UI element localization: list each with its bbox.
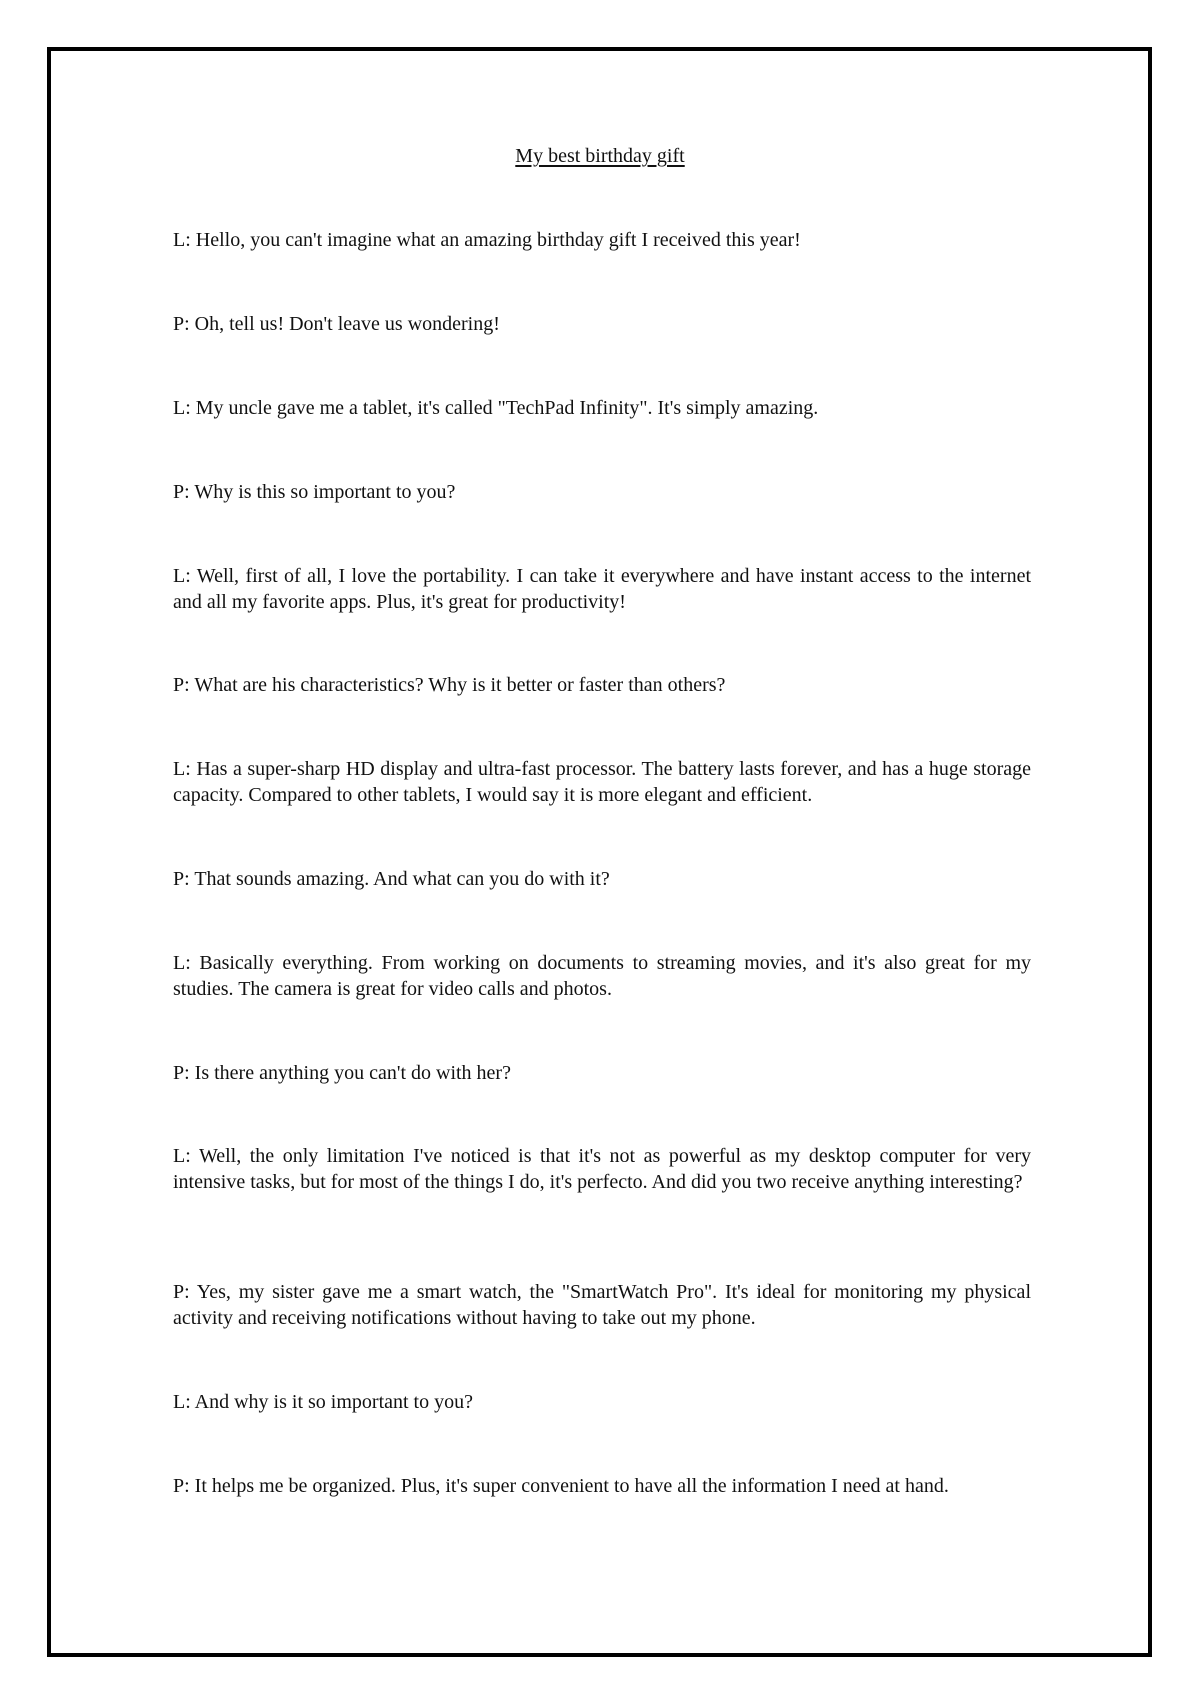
dialogue-line: P: Yes, my sister gave me a smart watch, the "SmartWatch Pro". It's ideal for monitoring my physical activity and receiving notifications without having to take out my phone. <box>173 1281 1031 1329</box>
dialogue-line: P: Why is this so important to you? <box>173 481 456 503</box>
dialogue-line: P: That sounds amazing. And what can you do with it? <box>173 868 610 890</box>
dialogue-line: L: Well, the only limitation I've noticed is that it's not as powerful as my desktop computer for very intensive tasks, but for most of the things I do, it's perfecto. And did you two receive anything interesting? <box>173 1145 1031 1193</box>
dialogue-line: L: Well, first of all, I love the portability. I can take it everywhere and have instant access to the internet and all my favorite apps. Plus, it's great for productivity! <box>173 565 1031 613</box>
document-title <box>0 143 1200 169</box>
dialogue-line: L: And why is it so important to you? <box>173 1391 473 1413</box>
dialogue-line: L: Hello, you can't imagine what an amazing birthday gift I received this year! <box>173 229 801 251</box>
dialogue-line: L: Basically everything. From working on documents to streaming movies, and it's also great for my studies. The camera is great for video calls and photos. <box>173 952 1031 1000</box>
dialogue-line: L: My uncle gave me a tablet, it's called "TechPad Infinity". It's simply amazing. <box>173 397 819 419</box>
dialogue-line: P: It helps me be organized. Plus, it's super convenient to have all the information I need at hand. <box>173 1475 949 1497</box>
document-title-text: My best birthday gift <box>515 145 685 167</box>
dialogue-line: P: Is there anything you can't do with her? <box>173 1062 511 1084</box>
dialogue-line: L: Has a super-sharp HD display and ultra-fast processor. The battery lasts forever, and has a huge storage capacity. Compared to other tablets, I would say it is more elegant and efficient. <box>173 758 1031 806</box>
page-border <box>47 47 1152 1657</box>
dialogue-line: P: What are his characteristics? Why is it better or faster than others? <box>173 674 726 696</box>
dialogue-line: P: Oh, tell us! Don't leave us wondering! <box>173 313 500 335</box>
